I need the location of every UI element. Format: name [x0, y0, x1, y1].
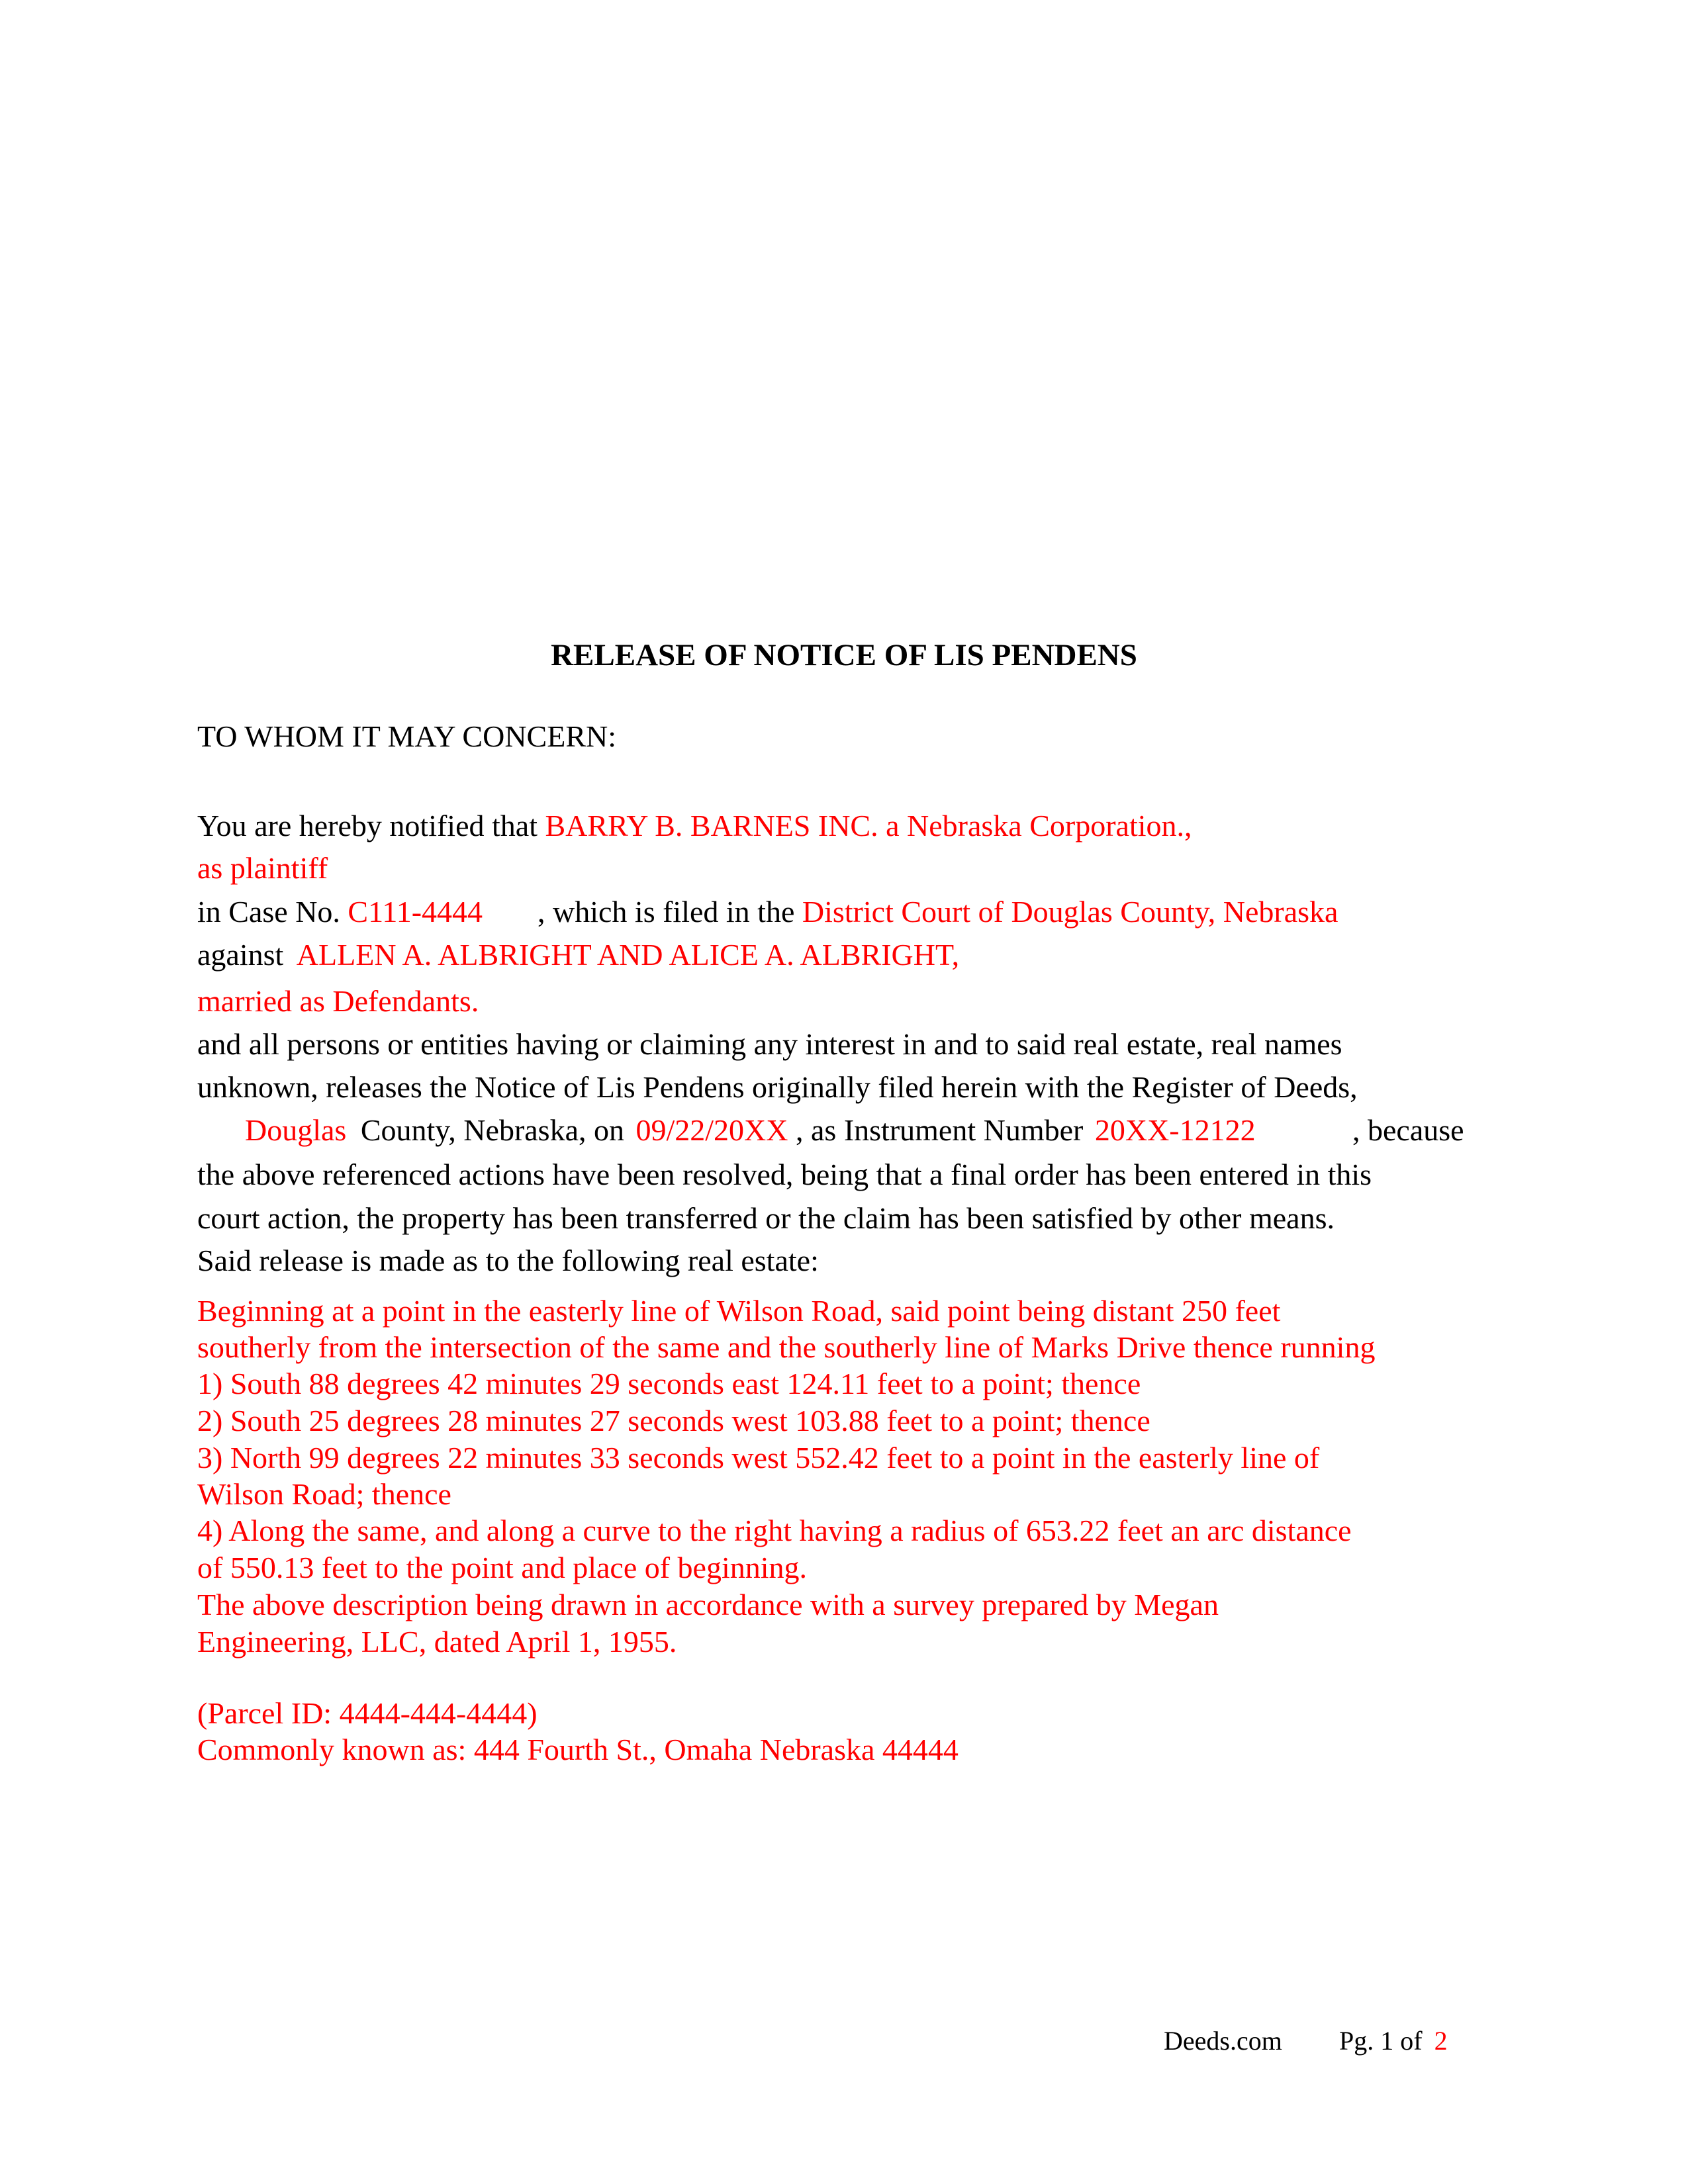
filed-text: , which is filed in the [538, 895, 795, 929]
body-line-1: and all persons or entities having or claiming any interest in and to said real estate, real names [197, 1027, 1342, 1061]
of-label: of [1400, 2026, 1423, 2056]
legal-description-line: The above description being drawn in accordance with a survey prepared by Megan [197, 1588, 1219, 1621]
intro-text: You are hereby notified that [197, 809, 538, 842]
plaintiff-role: as plaintiff [197, 851, 328, 885]
body-line-4: the above referenced actions have been resolved, being that a final order has been entered in this [197, 1158, 1372, 1191]
against-label: against [197, 938, 284, 972]
legal-description-line: southerly from the intersection of the same and the southerly line of Marks Drive thence running [197, 1330, 1376, 1364]
case-number: C111-4444 [348, 895, 483, 929]
footer-site: Deeds.com [1164, 2026, 1282, 2056]
court-name: District Court of Douglas County, Nebraska [802, 895, 1338, 929]
recording-date: 09/22/20XX [635, 1113, 788, 1147]
county-name: Douglas [245, 1113, 347, 1147]
page-number: 1 [1380, 2026, 1394, 2056]
instrument-text: , as Instrument Number [796, 1113, 1084, 1147]
legal-description-line: Wilson Road; thence [197, 1477, 451, 1511]
footer-page-indicator [1339, 2025, 1448, 2056]
case-label: in Case No. [197, 895, 340, 929]
instrument-number: 20XX-12122 [1094, 1113, 1256, 1147]
defendant-role: married as Defendants. [197, 984, 479, 1018]
legal-description-line: 4) Along the same, and along a curve to the right having a radius of 653.22 feet an arc distance [197, 1514, 1352, 1547]
body-line-2: unknown, releases the Notice of Lis Pendens originally filed herein with the Register of Deeds, [197, 1070, 1358, 1104]
common-address: Commonly known as: 444 Fourth St., Omaha Nebraska 44444 [197, 1733, 959, 1766]
recording-line [245, 1115, 1256, 1146]
notice-intro-line [197, 811, 1192, 841]
page-label: Pg. [1339, 2026, 1374, 2056]
legal-description-line: of 550.13 feet to the point and place of beginning. [197, 1551, 808, 1584]
legal-description-line: 3) North 99 degrees 22 minutes 33 seconds west 552.42 feet to a point in the easterly line of [197, 1441, 1320, 1475]
salutation: TO WHOM IT MAY CONCERN: [197, 719, 616, 753]
because-text: , because [1352, 1113, 1464, 1147]
legal-description-line: Engineering, LLC, dated April 1, 1955. [197, 1625, 677, 1659]
legal-description-line: Beginning at a point in the easterly line of Wilson Road, said point being distant 250 feet [197, 1294, 1281, 1328]
legal-description-line: 1) South 88 degrees 42 minutes 29 seconds east 124.11 feet to a point; thence [197, 1367, 1141, 1400]
defendant-names: ALLEN A. ALBRIGHT AND ALICE A. ALBRIGHT, [296, 938, 960, 972]
against-line [197, 940, 959, 970]
parcel-id: (Parcel ID: 4444-444-4444) [197, 1696, 538, 1730]
body-line-6: Said release is made as to the following real estate: [197, 1244, 819, 1277]
case-line-tail [538, 897, 1338, 927]
plaintiff-name: BARRY B. BARNES INC. a Nebraska Corporation., [545, 809, 1192, 842]
county-text: County, Nebraska, on [360, 1113, 624, 1147]
body-line-5: court action, the property has been transferred or the claim has been satisfied by other means. [197, 1201, 1335, 1235]
legal-description-line: 2) South 25 degrees 28 minutes 27 seconds west 103.88 feet to a point; thence [197, 1404, 1150, 1437]
document-title: RELEASE OF NOTICE OF LIS PENDENS [551, 638, 1137, 672]
page-total: 2 [1434, 2026, 1448, 2056]
case-line [197, 897, 483, 927]
